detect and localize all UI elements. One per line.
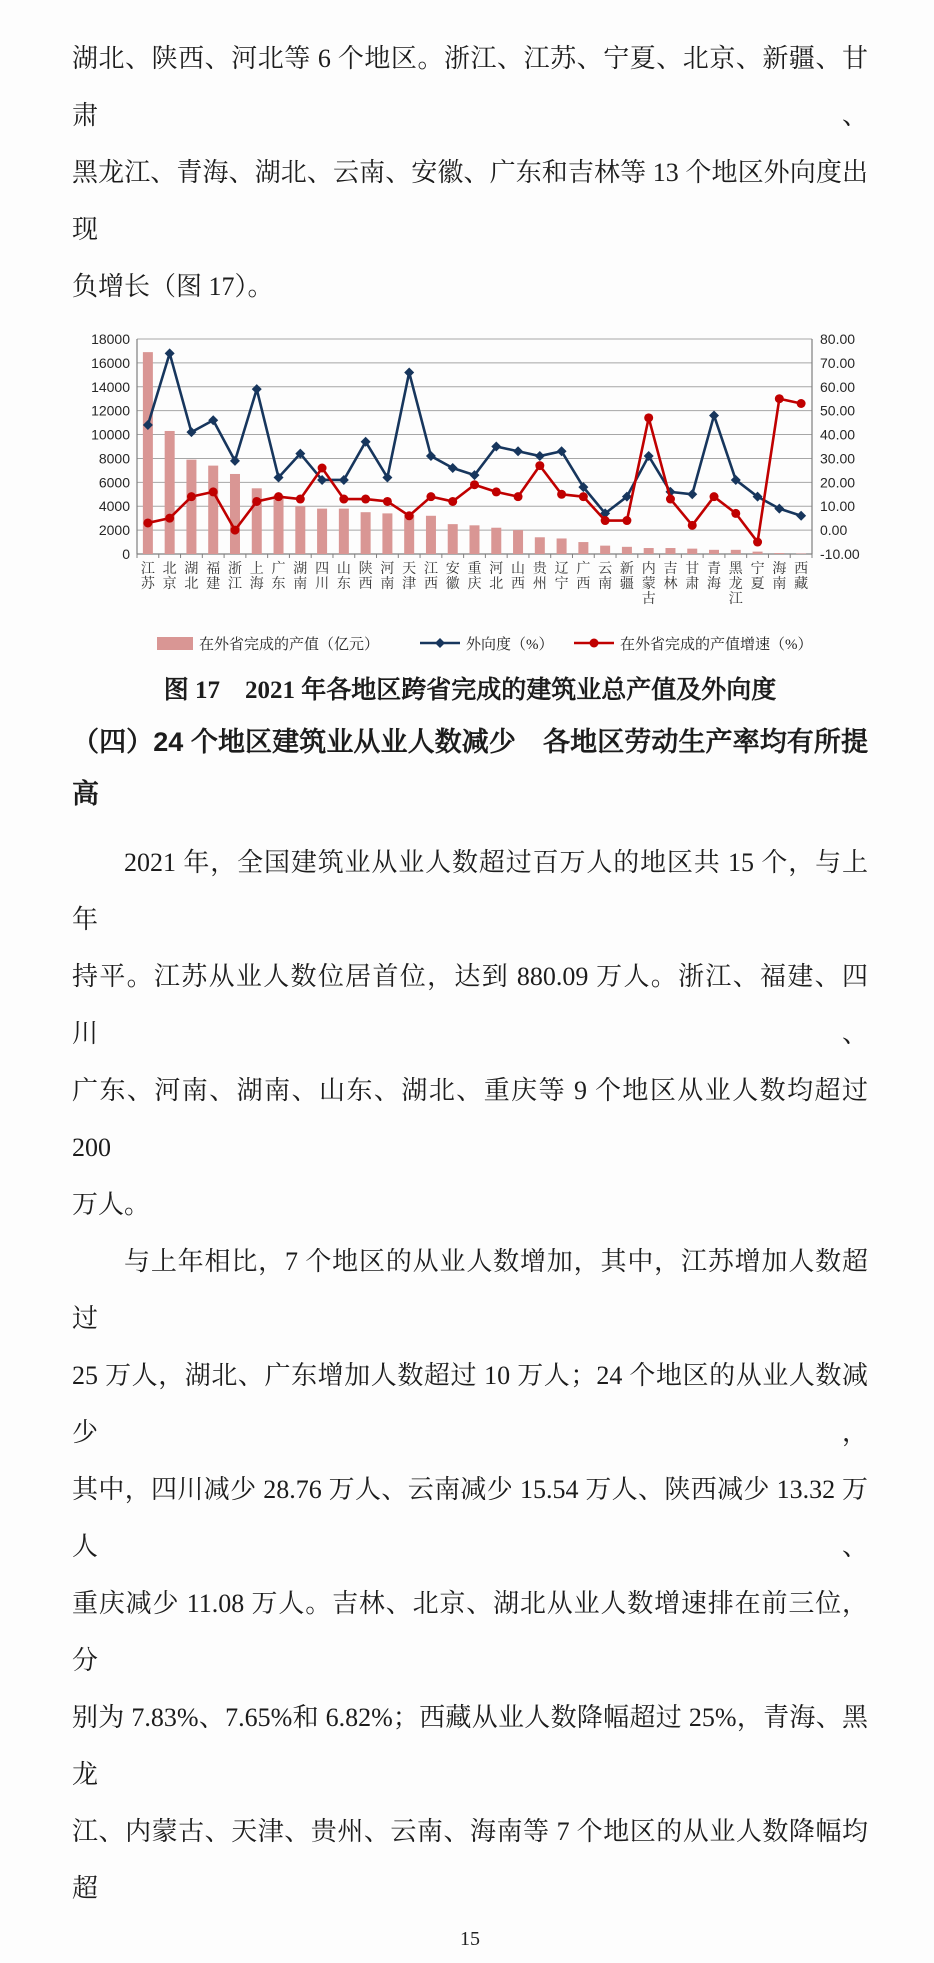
section-heading <box>72 716 868 820</box>
bar <box>274 495 284 554</box>
svg-text:在外省完成的产值增速（%）: 在外省完成的产值增速（%） <box>620 635 813 653</box>
svg-text:辽宁: 辽宁 <box>555 561 569 592</box>
diamond-marker <box>448 463 458 473</box>
body-paragraph-1 <box>72 834 868 1233</box>
bar <box>644 548 654 554</box>
circle-marker <box>426 492 435 501</box>
legend-bar-swatch <box>157 637 193 650</box>
svg-text:陕西: 陕西 <box>359 560 373 592</box>
svg-text:云南: 云南 <box>598 561 612 592</box>
circle-marker <box>165 514 174 523</box>
svg-text:4000: 4000 <box>99 498 130 514</box>
circle-marker <box>535 461 544 470</box>
svg-text:广东: 广东 <box>272 561 286 592</box>
page-number: 15 <box>72 1925 868 1953</box>
svg-text:外向度（%）: 外向度（%） <box>466 635 554 653</box>
svg-text:江西: 江西 <box>424 561 438 592</box>
bar <box>295 506 305 554</box>
text-line: 广东、河南、湖南、山东、湖北、重庆等 9 个地区从业人数均超过 200 <box>72 1062 868 1176</box>
text-line: 负增长（图 17）。 <box>72 258 868 315</box>
circle-marker <box>383 497 392 506</box>
svg-text:贵州: 贵州 <box>533 560 548 592</box>
bar <box>186 460 196 554</box>
bar <box>731 550 741 554</box>
legend-circle-marker <box>590 639 599 648</box>
diamond-marker <box>186 427 196 437</box>
bar <box>317 509 327 554</box>
bar <box>208 466 218 554</box>
circle-marker <box>405 511 414 520</box>
svg-text:河北: 河北 <box>489 561 503 592</box>
circle-marker <box>274 492 283 501</box>
chart-legend <box>157 635 813 653</box>
bar <box>404 515 414 554</box>
diamond-marker <box>796 511 806 521</box>
bar <box>600 546 610 554</box>
legend-diamond-marker <box>435 638 445 648</box>
svg-text:海南: 海南 <box>772 561 786 592</box>
svg-text:湖南: 湖南 <box>293 561 307 592</box>
circle-marker <box>230 526 239 535</box>
svg-text:西藏: 西藏 <box>794 561 808 592</box>
circle-marker <box>187 492 196 501</box>
text-line: 25 万人，湖北、广东增加人数超过 10 万人；24 个地区的从业人数减少， <box>72 1347 868 1461</box>
bar <box>687 549 697 554</box>
svg-text:安徽: 安徽 <box>446 561 460 592</box>
svg-text:80.00: 80.00 <box>820 331 855 347</box>
diamond-marker <box>252 384 262 394</box>
circle-marker <box>688 521 697 530</box>
svg-text:吉林: 吉林 <box>663 560 677 592</box>
text-line: 持平。江苏从业人数位居首位，达到 880.09 万人。浙江、福建、四川、 <box>72 948 868 1062</box>
circle-marker <box>710 492 719 501</box>
circle-marker <box>557 490 566 499</box>
circle-marker <box>775 394 784 403</box>
svg-text:12000: 12000 <box>91 403 130 419</box>
bar <box>709 550 719 554</box>
svg-text:黑龙江: 黑龙江 <box>729 561 744 607</box>
svg-text:0.00: 0.00 <box>820 522 847 538</box>
circle-marker <box>296 495 305 504</box>
svg-text:四川: 四川 <box>315 561 329 592</box>
chart-svg <box>82 327 906 665</box>
svg-text:山西: 山西 <box>511 561 525 592</box>
circle-marker <box>448 497 457 506</box>
diamond-marker <box>687 489 697 499</box>
circle-marker <box>209 487 218 496</box>
circle-marker <box>339 495 348 504</box>
circle-marker <box>797 399 806 408</box>
diamond-marker <box>165 348 175 358</box>
diamond-marker <box>339 475 349 485</box>
top-paragraph <box>72 30 868 315</box>
svg-text:福建: 福建 <box>206 561 220 592</box>
figure-caption: 图 17 2021 年各地区跨省完成的建筑业总产值及外向度 <box>72 674 868 708</box>
bar <box>513 530 523 554</box>
bar <box>491 528 501 554</box>
bar <box>774 553 784 554</box>
svg-text:0: 0 <box>122 546 130 562</box>
text-line: 其中，四川减少 28.76 万人、云南减少 15.54 万人、陕西减少 13.32 万人、 <box>72 1461 868 1575</box>
svg-text:甘肃: 甘肃 <box>685 561 699 592</box>
svg-text:重庆: 重庆 <box>468 561 482 592</box>
svg-text:天津: 天津 <box>402 561 416 592</box>
circle-marker <box>579 492 588 501</box>
circle-marker <box>143 518 152 527</box>
bar-series-chanzhi <box>143 352 806 554</box>
heading-line: （四）24 个地区建筑业从业人数减少 各地区劳动生产率均有所提 <box>72 716 868 768</box>
svg-text:6000: 6000 <box>99 474 130 490</box>
bar <box>165 431 175 554</box>
svg-text:2000: 2000 <box>99 522 130 538</box>
body-paragraph-2 <box>72 1233 868 1917</box>
diamond-marker <box>513 446 523 456</box>
figure-17-chart <box>82 327 906 670</box>
text-line: 万人。 <box>72 1176 868 1233</box>
svg-text:8000: 8000 <box>99 450 130 466</box>
svg-text:18000: 18000 <box>91 331 130 347</box>
bar <box>753 552 763 554</box>
svg-text:山东: 山东 <box>337 561 351 592</box>
svg-text:40.00: 40.00 <box>820 427 855 443</box>
right-axis-labels <box>820 331 860 562</box>
circle-marker <box>731 509 740 518</box>
left-axis-labels <box>91 331 130 562</box>
circle-marker <box>361 495 370 504</box>
category-labels <box>141 560 808 607</box>
bar <box>339 509 349 554</box>
svg-text:浙江: 浙江 <box>228 560 242 592</box>
diamond-marker <box>230 456 240 466</box>
diamond-marker <box>426 451 436 461</box>
svg-text:10000: 10000 <box>91 427 130 443</box>
svg-text:江苏: 江苏 <box>141 561 156 592</box>
svg-text:70.00: 70.00 <box>820 355 855 371</box>
text-line: 别为 7.83%、7.65%和 6.82%；西藏从业人数降幅超过 25%，青海、黑龙 <box>72 1689 868 1803</box>
svg-text:20.00: 20.00 <box>820 474 855 490</box>
text-line: 黑龙江、青海、湖北、云南、安徽、广东和吉林等 13 个地区外向度出现 <box>72 144 868 258</box>
bar <box>230 474 240 554</box>
circle-marker <box>666 495 675 504</box>
bar <box>426 516 436 554</box>
text-line: 2021 年，全国建筑业从业人数超过百万人的地区共 15 个，与上年 <box>72 834 868 948</box>
svg-text:50.00: 50.00 <box>820 403 855 419</box>
bar <box>470 525 480 554</box>
bar <box>665 548 675 554</box>
diamond-marker <box>404 367 414 377</box>
svg-text:60.00: 60.00 <box>820 379 855 395</box>
text-line: 重庆减少 11.08 万人。吉林、北京、湖北从业人数增速排在前三位，分 <box>72 1575 868 1689</box>
bar <box>578 542 588 554</box>
bar <box>382 513 392 554</box>
text-line: 与上年相比，7 个地区的从业人数增加，其中，江苏增加人数超过 <box>72 1233 868 1347</box>
bar <box>535 537 545 554</box>
svg-text:新疆: 新疆 <box>620 561 634 592</box>
circle-marker <box>644 413 653 422</box>
circle-marker <box>492 487 501 496</box>
svg-text:上海: 上海 <box>250 561 264 592</box>
svg-text:广西: 广西 <box>576 561 590 592</box>
text-line: 湖北、陕西、河北等 6 个地区。浙江、江苏、宁夏、北京、新疆、甘肃、 <box>72 30 868 144</box>
svg-text:宁夏: 宁夏 <box>751 561 765 592</box>
bar <box>361 512 371 554</box>
svg-text:30.00: 30.00 <box>820 450 855 466</box>
svg-text:青海: 青海 <box>707 560 721 592</box>
circle-marker <box>622 516 631 525</box>
circle-marker <box>252 497 261 506</box>
svg-text:湖北: 湖北 <box>184 561 198 592</box>
svg-text:16000: 16000 <box>91 355 130 371</box>
diamond-marker <box>208 415 218 425</box>
bar <box>622 547 632 554</box>
heading-line: 高 <box>72 768 868 820</box>
svg-text:14000: 14000 <box>91 379 130 395</box>
svg-text:河南: 河南 <box>380 561 394 592</box>
circle-marker <box>601 516 610 525</box>
bar <box>557 538 567 554</box>
diamond-marker <box>709 410 719 420</box>
circle-marker <box>470 480 479 489</box>
svg-text:北京: 北京 <box>163 561 177 592</box>
svg-text:10.00: 10.00 <box>820 498 855 514</box>
text-line: 江、内蒙古、天津、贵州、云南、海南等 7 个地区的从业人数降幅均超 <box>72 1803 868 1917</box>
bar <box>448 524 458 554</box>
circle-marker <box>318 464 327 473</box>
svg-text:内蒙古: 内蒙古 <box>642 560 656 607</box>
diamond-marker <box>774 504 784 514</box>
svg-text:-10.00: -10.00 <box>820 546 860 562</box>
circle-marker <box>514 492 523 501</box>
circle-marker <box>753 538 762 547</box>
svg-text:在外省完成的产值（亿元）: 在外省完成的产值（亿元） <box>199 635 379 653</box>
diamond-marker <box>535 451 545 461</box>
